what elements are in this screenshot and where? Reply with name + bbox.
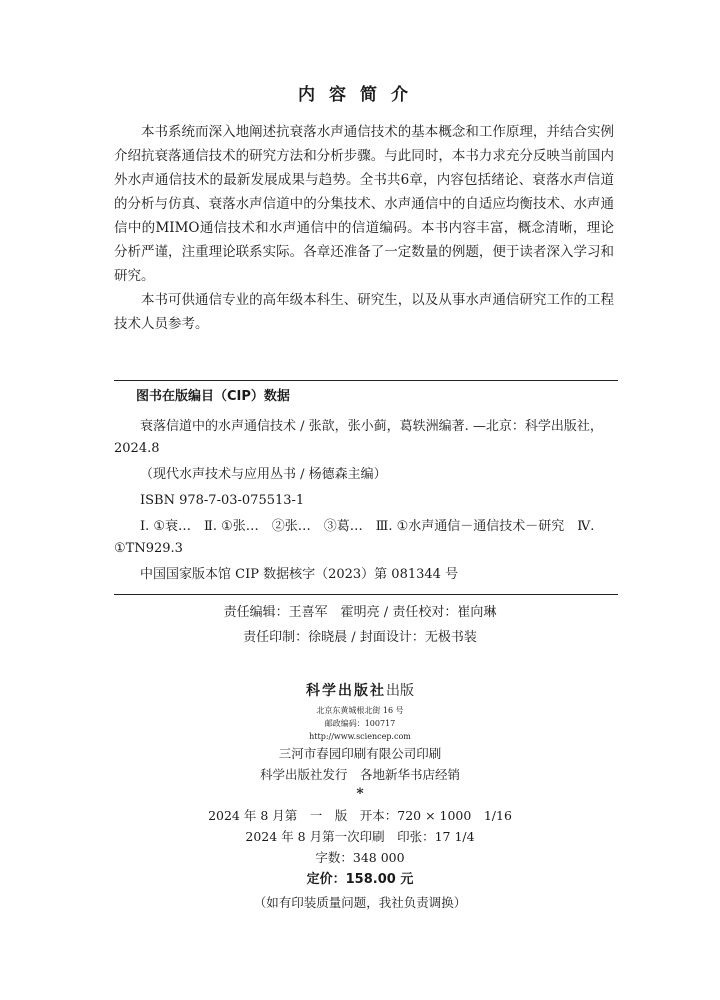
publisher-postcode: 邮政编码：100717 <box>324 719 396 728</box>
cip-data-section <box>114 386 618 590</box>
publisher-address: 北京东黄城根北街 16 号 <box>316 706 404 715</box>
cip-heading: 图书在版编目（CIP）数据 <box>136 389 290 404</box>
imprint-block <box>0 680 720 913</box>
separator-star: * <box>356 786 364 802</box>
cip-line: （现代水声技术与应用丛书 / 杨德森主编） <box>140 467 387 482</box>
edition-line: 2024 年 8 月第 一 版 开本：720 × 1000 1/16 <box>208 808 512 823</box>
cip-line: ISBN 978-7-03-075513-1 <box>140 493 305 508</box>
word-count: 字数：348 000 <box>315 850 405 865</box>
publisher-name: 科学出版社 <box>306 683 386 699</box>
cip-top-divider <box>114 380 618 381</box>
publisher-website: http://www.sciencep.com <box>309 732 411 741</box>
cip-line: 中国国家版本馆 CIP 数据核字（2023）第 081344 号 <box>140 567 459 582</box>
cip-line: 衰落信道中的水声通信技术 / 张歆，张小蓟，葛轶洲编著. —北京：科学出版社，2024.8 <box>114 419 603 456</box>
summary-paragraph: 本书可供通信专业的高年级本科生、研究生，以及从事水声通信研究工作的工程技术人员参考。 <box>114 292 614 332</box>
distribution-line: 科学出版社发行 各地新华书店经销 <box>259 767 460 782</box>
publisher-suffix: 出版 <box>386 683 414 699</box>
editorial-credits <box>0 600 720 650</box>
credits-line: 责任编辑：王喜军 霍明亮 / 责任校对：崔向琳 <box>223 605 497 620</box>
summary-paragraph: 本书系统而深入地阐述抗衰落水声通信技术的基本概念和工作原理，并结合实例介绍抗衰落通信技术的研究方法和分析步骤。与此同时，本书力求充分反映当前国内外水声通信技术的最新发展成果与趋势。全书共6章，内容包括绪论、衰落水声信道的分析与仿真、衰落水声信道中的分集技术、水声通信中的自适应均衡技术、水声通信中的MIMO通信技术和水声通信中的信道编码。本书内容丰富，概念清晰，理论分析严谨，注重理论联系实际。各章还准备了一定数量的例题，便于读者深入学习和研究。 <box>114 124 614 284</box>
printer-line: 三河市春园印刷有限公司印刷 <box>278 746 442 761</box>
publisher-line <box>0 680 720 700</box>
page-title: 内容简介 <box>298 85 422 105</box>
summary-section <box>114 120 614 336</box>
printing-line: 2024 年 8 月第一次印刷 印张：17 1/4 <box>245 829 475 844</box>
credits-line: 责任印制：徐晓晨 / 封面设计：无极书装 <box>243 630 477 645</box>
cip-line: Ⅰ. ①衰… Ⅱ. ①张… ②张… ③葛… Ⅲ. ①水声通信－通信技术－研究 Ⅳ. ①TN929.3 <box>114 519 595 556</box>
price: 定价：158.00 元 <box>306 872 414 887</box>
cip-bottom-divider <box>114 594 618 595</box>
quality-notice: （如有印装质量问题，我社负责调换） <box>253 895 467 910</box>
